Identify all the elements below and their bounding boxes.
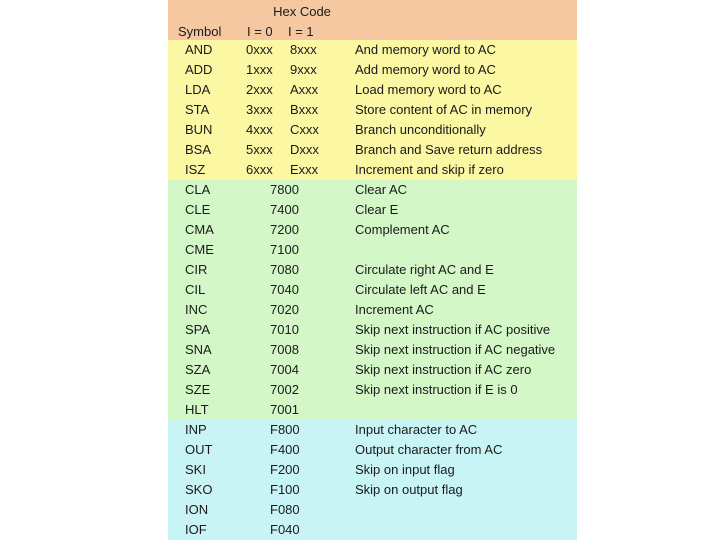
hex-i1-cell: Bxxx (290, 102, 319, 117)
memory-reference-section (168, 40, 577, 180)
hex-code-cell: 7200 (270, 222, 299, 237)
symbol-cell: SNA (185, 342, 212, 357)
hex-code-cell: F080 (270, 502, 300, 517)
table-row (168, 280, 577, 300)
hex-i0-cell: 3xxx (246, 102, 273, 117)
hex-code-cell: F040 (270, 522, 300, 537)
description-cell: Store content of AC in memory (355, 102, 533, 117)
hex-code-cell: F200 (270, 462, 300, 477)
description-cell: Circulate right AC and E (355, 262, 494, 277)
table-row (168, 240, 577, 260)
symbol-cell: ISZ (185, 162, 206, 177)
table-row (168, 360, 577, 380)
description-cell: And memory word to AC (355, 42, 496, 57)
hex-code-cell: 7010 (270, 322, 299, 337)
hex-i0-cell: 2xxx (246, 82, 273, 97)
symbol-cell: CLA (185, 182, 211, 197)
table-row (168, 440, 577, 460)
hex-i1-cell: Cxxx (290, 122, 319, 137)
hex-code-cell: 7400 (270, 202, 299, 217)
description-cell: Skip next instruction if AC positive (355, 322, 551, 337)
hex-i0-cell: 5xxx (246, 142, 273, 157)
table-row (168, 100, 577, 120)
hex-i1-cell: Exxx (290, 162, 319, 177)
description-cell: Skip next instruction if E is 0 (355, 382, 518, 397)
description-cell: Add memory word to AC (355, 62, 496, 77)
table-row (168, 260, 577, 280)
description-cell: Increment AC (355, 302, 434, 317)
hex-code-cell: 7040 (270, 282, 299, 297)
description-cell: Output character from AC (355, 442, 503, 457)
symbol-cell: SZA (185, 362, 211, 377)
hex-i0-cell: 4xxx (246, 122, 273, 137)
hex-code-heading: Hex Code (273, 4, 331, 19)
symbol-cell: BUN (185, 122, 213, 137)
description-cell: Increment and skip if zero (355, 162, 504, 177)
description-cell: Complement AC (355, 222, 450, 237)
symbol-cell: SKO (185, 482, 213, 497)
hex-i0-cell: 0xxx (246, 42, 273, 57)
hex-code-cell: F100 (270, 482, 300, 497)
hex-code-cell: F800 (270, 422, 300, 437)
hex-i0-cell: 6xxx (246, 162, 273, 177)
table-row (168, 200, 577, 220)
hex-code-cell: 7800 (270, 182, 299, 197)
table-row (168, 80, 577, 100)
symbol-cell: LDA (185, 82, 211, 97)
description-cell: Input character to AC (355, 422, 478, 437)
description-cell: Skip next instruction if AC zero (355, 362, 532, 377)
hex-i1-cell: Axxx (290, 82, 319, 97)
table-row (168, 520, 577, 540)
table-row (168, 380, 577, 400)
table-row (168, 220, 577, 240)
symbol-cell: OUT (185, 442, 213, 457)
hex-i1-cell: 8xxx (290, 42, 317, 57)
table-row (168, 340, 577, 360)
table-row (168, 400, 577, 420)
table-row (168, 180, 577, 200)
hex-code-cell: 7004 (270, 362, 299, 377)
hex-i0-cell: 1xxx (246, 62, 273, 77)
table-row (168, 420, 577, 440)
table-row (168, 120, 577, 140)
description-cell: Branch and Save return address (355, 142, 543, 157)
hex-code-cell: 7100 (270, 242, 299, 257)
symbol-cell: CMA (185, 222, 214, 237)
description-cell: Skip on output flag (355, 482, 463, 497)
symbol-cell: ION (185, 502, 209, 517)
description-cell: Skip on input flag (355, 462, 455, 477)
hex-code-cell: 7008 (270, 342, 299, 357)
i1-heading: I = 1 (288, 24, 314, 39)
symbol-cell: CIL (185, 282, 206, 297)
table-row (168, 460, 577, 480)
instruction-table (168, 0, 577, 540)
symbol-cell: STA (185, 102, 210, 117)
hex-i1-cell: Dxxx (290, 142, 319, 157)
table-row (168, 300, 577, 320)
symbol-cell: BSA (185, 142, 212, 157)
i0-heading: I = 0 (247, 24, 273, 39)
table-row (168, 500, 577, 520)
description-cell: Clear E (355, 202, 399, 217)
description-cell: Branch unconditionally (355, 122, 486, 137)
symbol-cell: ADD (185, 62, 213, 77)
symbol-cell: AND (185, 42, 213, 57)
table-row (168, 480, 577, 500)
hex-code-cell: F400 (270, 442, 300, 457)
io-reference-section (168, 420, 577, 540)
hex-code-cell: 7001 (270, 402, 299, 417)
symbol-cell: HLT (185, 402, 209, 417)
description-cell: Skip next instruction if AC negative (355, 342, 556, 357)
table-row (168, 160, 577, 180)
symbol-cell: SZE (185, 382, 211, 397)
description-cell: Circulate left AC and E (355, 282, 486, 297)
hex-i1-cell: 9xxx (290, 62, 317, 77)
symbol-cell: CIR (185, 262, 208, 277)
hex-code-cell: 7020 (270, 302, 299, 317)
symbol-cell: CME (185, 242, 214, 257)
hex-code-cell: 7002 (270, 382, 299, 397)
symbol-cell: INC (185, 302, 208, 317)
symbol-cell: INP (185, 422, 207, 437)
table-row (168, 140, 577, 160)
table-row (168, 40, 577, 60)
symbol-cell: CLE (185, 202, 211, 217)
table-header (168, 0, 577, 40)
symbol-heading: Symbol (178, 24, 222, 39)
register-reference-section (168, 180, 577, 420)
symbol-cell: SKI (185, 462, 206, 477)
table-row (168, 60, 577, 80)
hex-code-cell: 7080 (270, 262, 299, 277)
symbol-cell: SPA (185, 322, 211, 337)
symbol-cell: IOF (185, 522, 207, 537)
description-cell: Clear AC (355, 182, 408, 197)
description-cell: Load memory word to AC (355, 82, 502, 97)
table-row (168, 320, 577, 340)
